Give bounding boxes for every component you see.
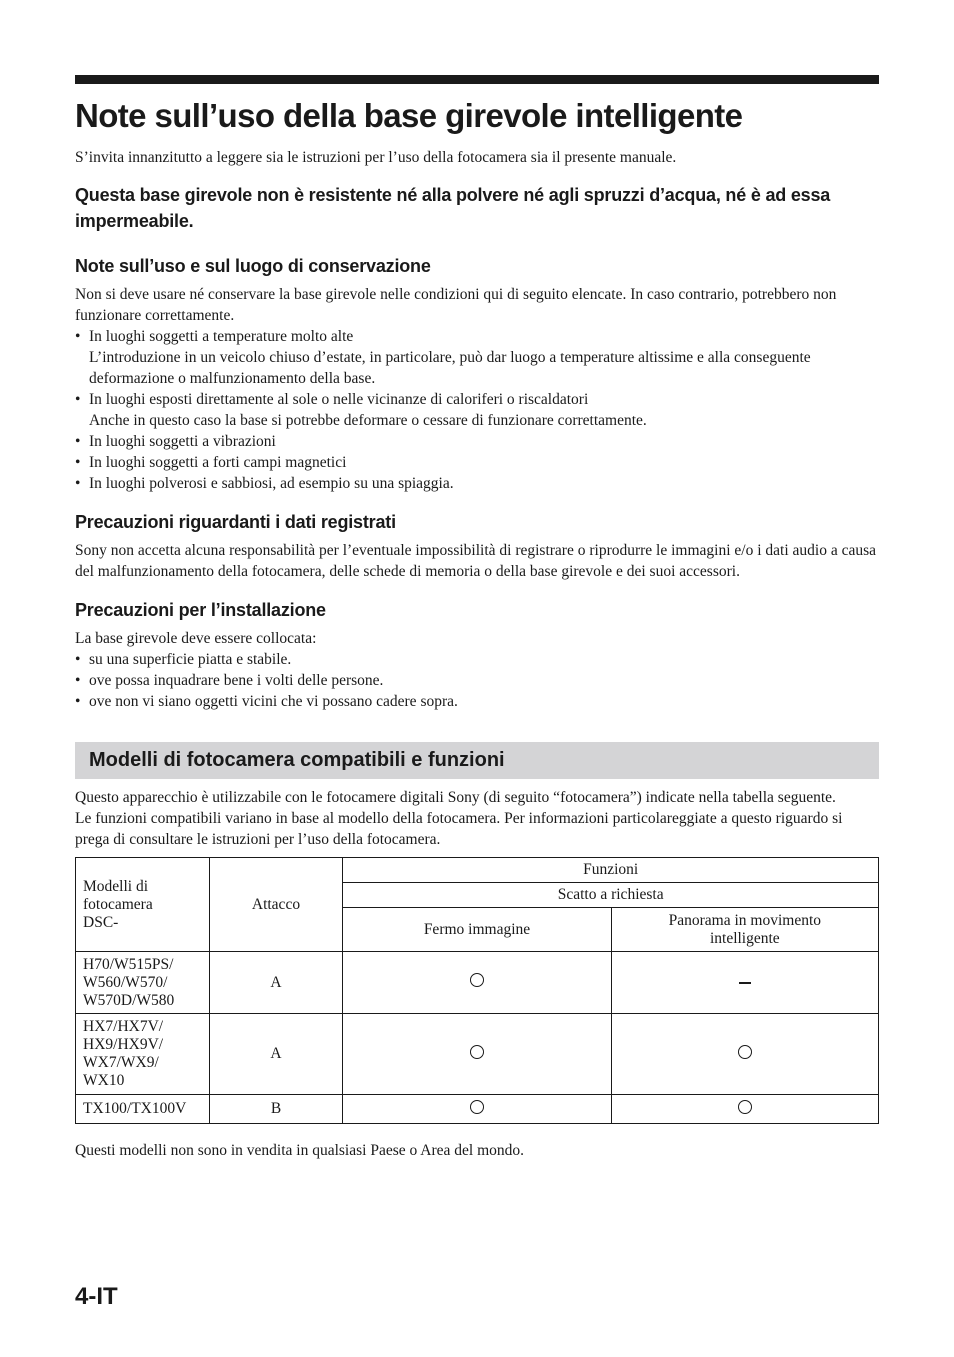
top-rule [75, 75, 879, 84]
model-line: W560/W570/ [83, 973, 168, 991]
supported-circle-icon [738, 1045, 752, 1059]
intro-text: S’invita innanzitutto a leggere sia le istruzioni per l’uso della fotocamera sia il presente manuale. [75, 149, 677, 166]
model-line: WX10 [83, 1072, 125, 1089]
list-item-text: ove possa inquadrare bene i volti delle persone. [89, 672, 384, 689]
cell-still [343, 952, 611, 1014]
compat-heading-band [75, 742, 879, 779]
install-section [75, 628, 879, 712]
cell-panorama [611, 952, 878, 1014]
list-item [75, 691, 879, 712]
bullet-icon: • [75, 328, 81, 345]
page-title: Note sull’uso della base girevole intelligente [75, 97, 743, 134]
page [75, 75, 879, 1161]
model-line: HX9/HX9V/ [83, 1036, 164, 1053]
bullet-icon: • [75, 693, 81, 710]
supported-circle-icon [470, 973, 484, 987]
install-intro: La base girevole deve essere collocata: [75, 630, 317, 647]
bullet-icon: • [75, 651, 81, 668]
install-list [75, 649, 879, 712]
compat-heading: Modelli di fotocamera compatibili e funzioni [89, 749, 505, 771]
list-item-text: In luoghi esposti direttamente al sole o nelle vicinanze di caloriferi o riscaldatori [89, 391, 589, 408]
header-functions: Funzioni [343, 858, 879, 883]
compat-text [75, 787, 879, 850]
list-item-detail: L’introduzione in un veicolo chiuso d’estate, in particolare, può dar luogo a temperature altissime e alla conseguente deformazione o malfunzionamento della base. [89, 349, 811, 387]
header-panorama [611, 908, 878, 952]
cell-mount: B [209, 1095, 343, 1124]
usage-section [75, 284, 879, 494]
model-line: TX100/TX100V [83, 1100, 187, 1117]
compat-para-1: Questo apparecchio è utilizzabile con le fotocamere digitali Sony (di seguito “fotocamera”) indicate nella tabella seguente. [75, 789, 836, 806]
list-item [75, 452, 879, 473]
supported-circle-icon [470, 1045, 484, 1059]
warning-text: Questa base girevole non è resistente né alla polvere né agli spruzzi d’acqua, né è ad essa impermeabile. [75, 185, 831, 231]
header-still: Fermo immagine [343, 908, 611, 952]
header-panorama-line: intelligente [709, 929, 780, 947]
list-item [75, 670, 879, 691]
compat-para-2: Le funzioni compatibili variano in base al modello della fotocamera. Per informazioni particolareggiate a questo riguardo si prega di consultare le istruzioni per l’uso della fotocamera. [75, 810, 843, 848]
list-item-text: su una superficie piatta e stabile. [89, 651, 292, 668]
cell-still [343, 1014, 611, 1095]
table-header-row [76, 858, 879, 883]
page-number: 4-IT [75, 1283, 118, 1310]
cell-models [76, 1095, 210, 1124]
cell-panorama [611, 1095, 878, 1124]
list-item-text: ove non vi siano oggetti vicini che vi possano cadere sopra. [89, 693, 458, 710]
usage-intro: Non si deve usare né conservare la base girevole nelle condizioni qui di seguito elencate. In caso contrario, potrebbero non funzionare correttamente. [75, 286, 837, 324]
cell-mount: A [209, 952, 343, 1014]
table-row [76, 952, 879, 1014]
data-precautions-text: Sony non accetta alcuna responsabilità per l’eventuale impossibilità di registrare o riprodurre le immagini e/o i dati audio a causa del malfunzionamento della fotocamera, delle schede di memoria o della base girevole e dei suoi accessori. [75, 542, 876, 580]
cell-mount: A [209, 1014, 343, 1095]
supported-circle-icon [738, 1100, 752, 1114]
header-models-line: fotocamera [83, 895, 153, 913]
list-item [75, 473, 879, 494]
table-row [76, 1095, 879, 1124]
list-item-text: In luoghi polverosi e sabbiosi, ad esempio su una spiaggia. [89, 475, 454, 492]
model-line: H70/W515PS/ [83, 955, 174, 973]
list-item [75, 431, 879, 452]
list-item [75, 389, 879, 431]
usage-heading: Note sull’uso e sul luogo di conservazione [75, 256, 431, 276]
table-row [76, 1014, 879, 1095]
header-mount: Attacco [209, 858, 343, 952]
bullet-icon: • [75, 454, 81, 471]
header-models [76, 858, 210, 952]
compat-table [75, 857, 879, 1124]
list-item [75, 326, 879, 389]
bullet-icon: • [75, 475, 81, 492]
data-precautions-heading: Precauzioni riguardanti i dati registrati [75, 512, 396, 532]
bullet-icon: • [75, 391, 81, 408]
list-item-detail: Anche in questo caso la base si potrebbe deformare o cessare di funzionare correttamente. [89, 412, 647, 429]
not-supported-dash-icon [739, 982, 751, 984]
model-line: WX7/WX9/ [83, 1054, 159, 1071]
header-request: Scatto a richiesta [343, 883, 879, 908]
header-models-line: Modelli di [83, 877, 149, 895]
bullet-icon: • [75, 433, 81, 450]
usage-list [75, 326, 879, 494]
bullet-icon: • [75, 672, 81, 689]
model-line: W570D/W580 [83, 991, 175, 1009]
availability-note: Questi modelli non sono in vendita in qualsiasi Paese o Area del mondo. [75, 1142, 525, 1159]
model-line: HX7/HX7V/ [83, 1018, 164, 1035]
header-panorama-line: Panorama in movimento [668, 911, 822, 929]
cell-still [343, 1095, 611, 1124]
cell-panorama [611, 1014, 878, 1095]
cell-models [76, 952, 210, 1014]
cell-models [76, 1014, 210, 1095]
list-item-text: In luoghi soggetti a temperature molto alte [89, 328, 354, 345]
supported-circle-icon [470, 1100, 484, 1114]
list-item-text: In luoghi soggetti a forti campi magnetici [89, 454, 347, 471]
install-heading: Precauzioni per l’installazione [75, 600, 326, 620]
list-item-text: In luoghi soggetti a vibrazioni [89, 433, 276, 450]
list-item [75, 649, 879, 670]
header-models-line: DSC- [83, 913, 119, 931]
